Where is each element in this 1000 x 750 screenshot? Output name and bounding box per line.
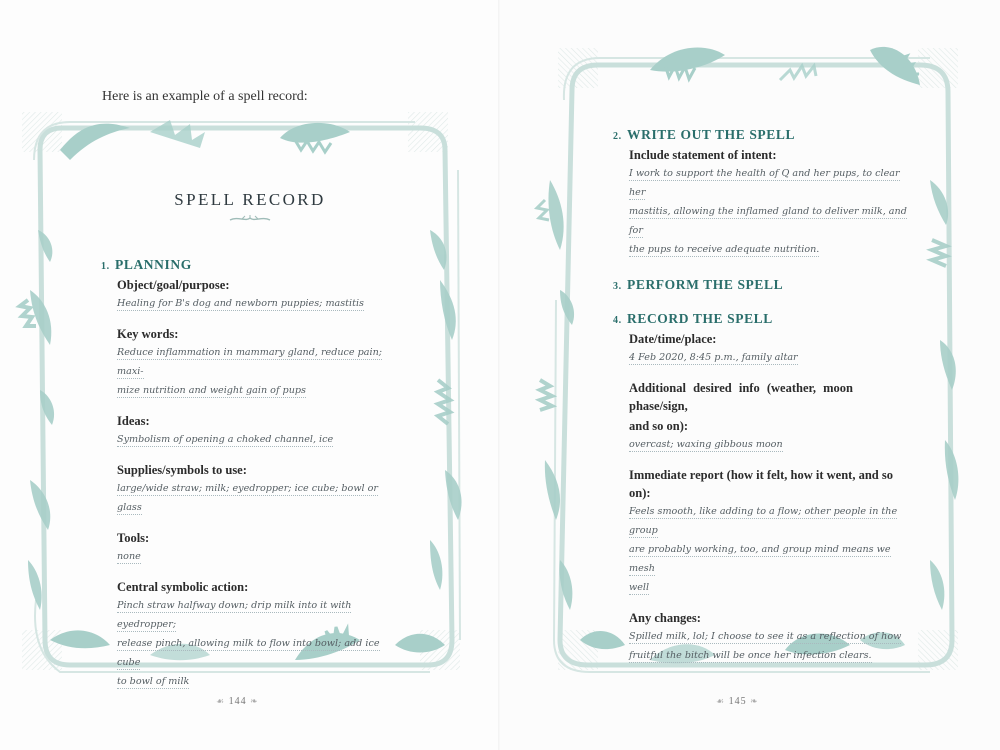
- value-line: the pups to receive adequate nutrition.: [629, 244, 820, 255]
- field-label: Immediate report (how it felt, how it went, and so on):: [629, 468, 893, 500]
- section-number: 4.: [613, 315, 622, 326]
- field-label: Include statement of intent:: [629, 148, 777, 162]
- section-heading-perform: [613, 277, 909, 293]
- folio-ornament-icon: ☙: [216, 696, 226, 706]
- field-supplies-symbols: [117, 461, 397, 517]
- field-label: Central symbolic action:: [117, 580, 249, 594]
- right-content: [613, 127, 909, 665]
- value-line: mastitis, allowing the inflamed gland to deliver milk, and for: [629, 206, 907, 236]
- section-number: 2.: [613, 131, 622, 142]
- field-label: Object/goal/purpose:: [117, 278, 230, 292]
- field-central-symbolic-action: [117, 578, 397, 691]
- value-line: I work to support the health of Q and her pups, to clear her: [629, 168, 900, 198]
- folio-ornament-icon: ☙: [716, 696, 726, 706]
- page-number-right: [716, 696, 759, 707]
- field-value: [629, 164, 909, 259]
- field-additional-info: [629, 379, 909, 454]
- section-title: PLANNING: [115, 257, 192, 272]
- field-label: Tools:: [117, 531, 150, 545]
- field-value: [629, 435, 909, 454]
- section-title: RECORD THE SPELL: [627, 311, 773, 326]
- value-line: Spilled milk, lol; I choose to see it as a reflection of how: [629, 631, 902, 642]
- value-line: mize nutrition and weight gain of pups: [117, 385, 306, 396]
- field-immediate-report: [629, 466, 909, 597]
- field-statement-of-intent: [629, 146, 909, 259]
- field-label: Date/time/place:: [629, 332, 717, 346]
- folio-ornament-icon: ❧: [750, 696, 759, 706]
- value-line: none: [117, 551, 141, 562]
- field-value: [117, 479, 397, 517]
- field-value: [629, 348, 909, 367]
- leaf-flourish-icon: [228, 214, 272, 224]
- folio-ornament-icon: ❧: [250, 696, 259, 706]
- value-line: 4 Feb 2020, 8:45 p.m., family altar: [629, 352, 798, 363]
- value-line: fruitful the bitch will be once her infection clears.: [629, 650, 872, 661]
- field-value: [117, 343, 397, 400]
- value-line: Reduce inflammation in mammary gland, reduce pain; maxi-: [117, 347, 382, 377]
- field-value: [117, 547, 397, 566]
- field-value: [629, 627, 909, 665]
- field-label: Additional desired info (weather, moon phase/sign,: [629, 381, 854, 413]
- field-tools: [117, 529, 397, 566]
- intro-text: Here is an example of a spell record:: [102, 89, 308, 104]
- field-any-changes: [629, 609, 909, 665]
- field-object-goal-purpose: [117, 276, 397, 313]
- value-line: Feels smooth, like adding to a flow; other people in the group: [629, 506, 898, 536]
- section-heading-planning: [101, 257, 397, 273]
- field-label: Key words:: [117, 327, 179, 341]
- field-label: Any changes:: [629, 611, 701, 625]
- value-line: are probably working, too, and group mind means we mesh: [629, 544, 891, 574]
- value-line: to bowl of milk: [117, 676, 190, 687]
- page-number-left: [216, 696, 259, 707]
- page-number: 144: [228, 696, 247, 707]
- field-label: Supplies/symbols to use:: [117, 463, 247, 477]
- field-value: [629, 502, 909, 597]
- field-ideas: [117, 412, 397, 449]
- field-label: and so on):: [629, 419, 689, 433]
- right-page: [500, 0, 1000, 750]
- section-title: PERFORM THE SPELL: [627, 277, 784, 292]
- value-line: Symbolism of opening a choked channel, ice: [117, 434, 334, 445]
- field-label: Ideas:: [117, 414, 150, 428]
- value-line: Pinch straw halfway down; drip milk into it with eyedropper;: [117, 600, 352, 630]
- left-content: [101, 257, 397, 691]
- section-number: 1.: [101, 261, 110, 272]
- spell-record-title: SPELL RECORD: [174, 190, 326, 209]
- field-value: [117, 596, 397, 691]
- value-line: Healing for B's dog and newborn puppies; mastitis: [117, 298, 364, 309]
- field-key-words: [117, 325, 397, 400]
- field-value: [117, 294, 397, 313]
- value-line: large/wide straw; milk; eyedropper; ice cube; bowl or glass: [117, 483, 379, 513]
- section-number: 3.: [613, 281, 622, 292]
- field-value: [117, 430, 397, 449]
- value-line: well: [629, 582, 650, 593]
- page-number: 145: [728, 696, 747, 707]
- value-line: overcast; waxing gibbous moon: [629, 439, 783, 450]
- value-line: release pinch, allowing milk to flow into bowl; add ice cube: [117, 638, 380, 668]
- field-date-time-place: [629, 330, 909, 367]
- section-title: WRITE OUT THE SPELL: [627, 127, 796, 142]
- section-heading-record: [613, 311, 909, 327]
- section-heading-write-out: [613, 127, 909, 143]
